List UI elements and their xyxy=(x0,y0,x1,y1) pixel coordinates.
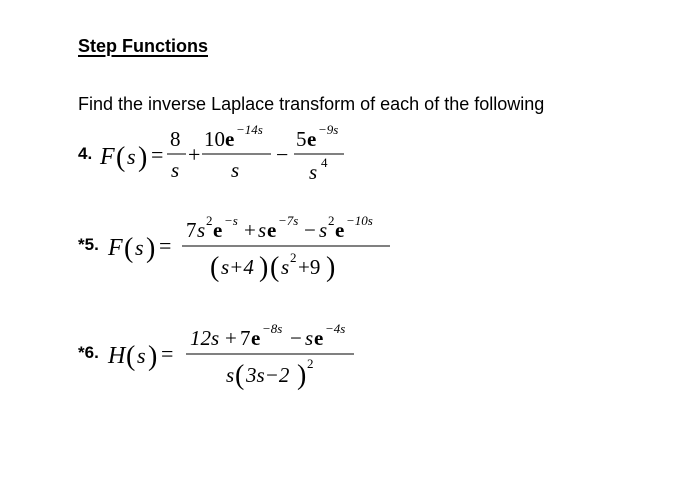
p5-rparen: ) xyxy=(146,233,156,264)
page-heading: Step Functions xyxy=(78,36,208,56)
p4-t3-den: s xyxy=(309,160,318,184)
p5-n-t2-var: s xyxy=(258,218,267,242)
p5-d-f2-pow: 2 xyxy=(290,250,297,265)
p5-equals: = xyxy=(159,233,172,258)
p5-n-minus: − xyxy=(304,218,316,242)
p5-d-rparen2: ) xyxy=(326,252,336,283)
p5-fn: F xyxy=(108,235,123,261)
p4-t1-num: 8 xyxy=(170,127,181,151)
p5-n-t1-e: e xyxy=(213,218,223,242)
p4-t2-coef: 10 xyxy=(204,127,225,151)
problem-6-equation xyxy=(108,318,408,398)
p4-t3-coef: 5 xyxy=(296,127,307,151)
p4-minus: − xyxy=(276,142,289,167)
p5-n-t1-var: s xyxy=(197,218,206,242)
p5-d-lparen2: ( xyxy=(270,252,280,283)
p5-n-t1-coef: 7 xyxy=(186,218,197,242)
problem-4-equation xyxy=(100,122,400,192)
p6-d-lparen: ( xyxy=(235,360,245,391)
p4-fn: F xyxy=(100,144,115,170)
p6-n-t2-exp: −8s xyxy=(262,321,283,336)
p6-n-t3-var: s xyxy=(305,326,314,350)
p5-n-t2-exp: −7s xyxy=(278,213,299,228)
p6-n-t3-exp: −4s xyxy=(325,321,346,336)
p5-n-plus: + xyxy=(244,218,256,242)
p6-equals: = xyxy=(161,341,174,366)
p5-var: s xyxy=(135,235,144,260)
p4-var: s xyxy=(127,144,136,169)
p4-rparen: ) xyxy=(138,142,148,173)
p6-d-pre: s xyxy=(226,363,235,387)
p5-n-t3-var: s xyxy=(319,218,328,242)
p6-d-inner: 3s−2 xyxy=(246,363,290,387)
p4-lparen: ( xyxy=(116,142,126,173)
p6-var: s xyxy=(137,343,146,368)
p6-n-t2-coef: 7 xyxy=(240,326,251,350)
p4-t3-den-exp: 4 xyxy=(321,155,328,170)
problem-5-number: *5. xyxy=(78,235,99,254)
p6-d-pow: 2 xyxy=(307,356,314,371)
p5-d-lparen1: ( xyxy=(210,252,220,283)
p5-n-t3-pow: 2 xyxy=(328,213,335,228)
p6-n-minus: − xyxy=(290,326,302,350)
p6-lparen: ( xyxy=(126,341,136,372)
p4-equals: = xyxy=(151,142,164,167)
p5-d-f1: s+4 xyxy=(221,255,254,279)
p5-n-t1-pow: 2 xyxy=(206,213,213,228)
p5-n-t2-e: e xyxy=(267,218,277,242)
p6-fn: H xyxy=(108,343,126,369)
p5-n-t3-exp: −10s xyxy=(346,213,373,228)
p5-lparen: ( xyxy=(124,233,134,264)
p4-t2-e: e xyxy=(225,127,235,151)
p4-t1-den: s xyxy=(171,158,180,182)
p4-plus: + xyxy=(188,142,201,167)
instruction-text: Find the inverse Laplace transform of each of the following xyxy=(78,94,545,114)
p5-d-f2-base: s xyxy=(281,255,290,279)
p6-n-plus: + xyxy=(225,326,237,350)
p4-t3-e: e xyxy=(307,127,317,151)
problem-6-number: *6. xyxy=(78,343,99,362)
p5-n-t3-e: e xyxy=(335,218,345,242)
p6-d-rparen: ) xyxy=(297,360,307,391)
p4-t2-den: s xyxy=(231,158,240,182)
p6-n-t1: 12s xyxy=(190,326,220,350)
p6-n-t2-e: e xyxy=(251,326,261,350)
p4-t2-exp: −14s xyxy=(236,122,263,137)
p6-rparen: ) xyxy=(148,341,158,372)
p4-t3-exp: −9s xyxy=(318,122,339,137)
p5-d-rparen1: ) xyxy=(259,252,269,283)
p6-n-t3-e: e xyxy=(314,326,324,350)
p5-d-f2-add: +9 xyxy=(298,255,321,279)
problem-4-number: 4. xyxy=(78,144,93,163)
p5-n-t1-exp: −s xyxy=(224,213,238,228)
problem-5-equation xyxy=(108,210,438,290)
